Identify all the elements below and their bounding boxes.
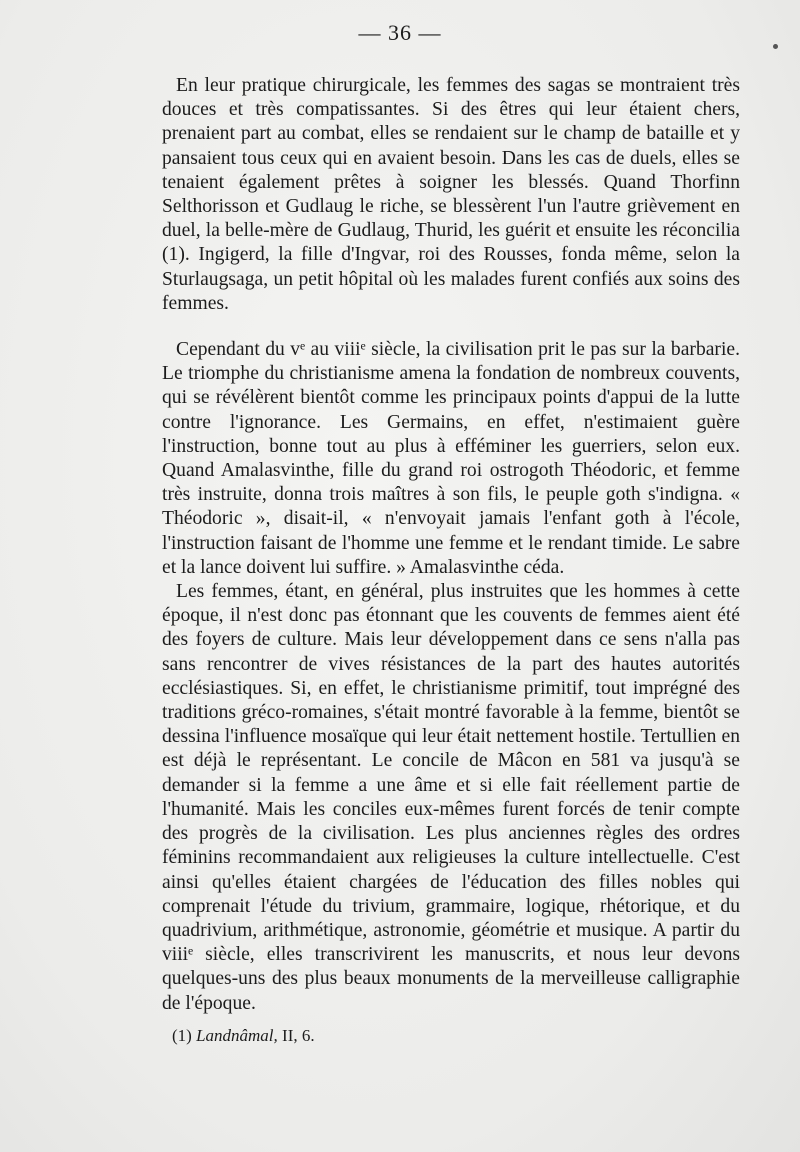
footnote-title: Landnâmal, <box>196 1026 278 1045</box>
body-text <box>162 74 740 1016</box>
footnote-marker: (1) <box>172 1026 192 1045</box>
page-number: — 36 — <box>358 20 442 45</box>
paragraph-christianity: Cependant du vᵉ au viiiᵉ siècle, la civilisation prit le pas sur la barbarie. Le triomphe du christianisme amena la fondation de nombreux couvents, qui se révélèrent bientôt comme les principaux points d'appui de la lutte contre l'ignorance. Les Germains, en effet, n'estimaient guère l'instruction, bonne tout au plus à efféminer les guerriers, selon eux. Quand Amalasvinthe, fille du grand roi ostrogoth Théodoric, et femme très instruite, donna trois maîtres à son fils, le peuple goth s'indigna. « Théodoric », disait-il, « n'envoyait jamais l'enfant goth à l'école, l'instruction faisant de l'homme une femme et le rendant timide. Le sabre et la lance doivent lui suffire. » Amalasvinthe céda. <box>162 339 740 578</box>
paragraph-sagas-surgery: En leur pratique chirurgicale, les femmes des sagas se montraient très douces et très compatissantes. Si des êtres qui leur étaient chers, prenaient part au combat, elles se rendaient sur le champ de bataille et y pansaient tous ceux qui en avaient besoin. Dans les cas de duels, elles se tenaient également prêtes à soigner les blessés. Quand Thorfinn Selthorisson et Gudlaug le riche, se blessèrent l'un l'autre grièvement en duel, la belle-mère de Gudlaug, Thurid, les guérit et ensuite les réconcilia (1). Ingigerd, la fille d'Ingvar, roi des Rousses, fonda même, selon la Sturlaugsaga, un petit hôpital où les malades furent confiés aux soins des femmes. <box>162 75 740 314</box>
footnote-ref: II, 6. <box>282 1026 315 1045</box>
paragraph-convents: Les femmes, étant, en général, plus instruites que les hommes à cette époque, il n'est donc pas étonnant que les couvents de femmes aient été des foyers de culture. Mais leur développement dans ce sens n'alla pas sans rencontrer de vives résistances de la part des hautes autorités ecclésiastiques. Si, en effet, le christianisme primitif, tout imprégné des traditions gréco-romaines, s'était montré favorable à la femme, bientôt se dessina l'influence mosaïque qui leur était nettement hostile. Tertullien en est déjà le représentant. Le concile de Mâcon en 581 va jusqu'à se demander si la femme a une âme et si elle fait réellement partie de l'humanité. Mais les conciles eux-mêmes furent forcés de tenir compte des progrès de la civilisation. Les plus anciennes règles des ordres féminins recommandaient aux religieuses la culture intellectuelle. C'est ainsi qu'elles étaient chargées de l'éducation des filles nobles qui comprenait l'étude du trivium, grammaire, logique, rhétorique, et du quadrivium, arithmétique, astronomie, géométrie et musique. A partir du viiiᵉ siècle, elles transcrivirent les manuscrits, et nous leur devons quelques-uns des plus beaux monuments de la merveilleuse calligraphie de l'époque. <box>162 581 740 1014</box>
footnote <box>172 1026 315 1046</box>
